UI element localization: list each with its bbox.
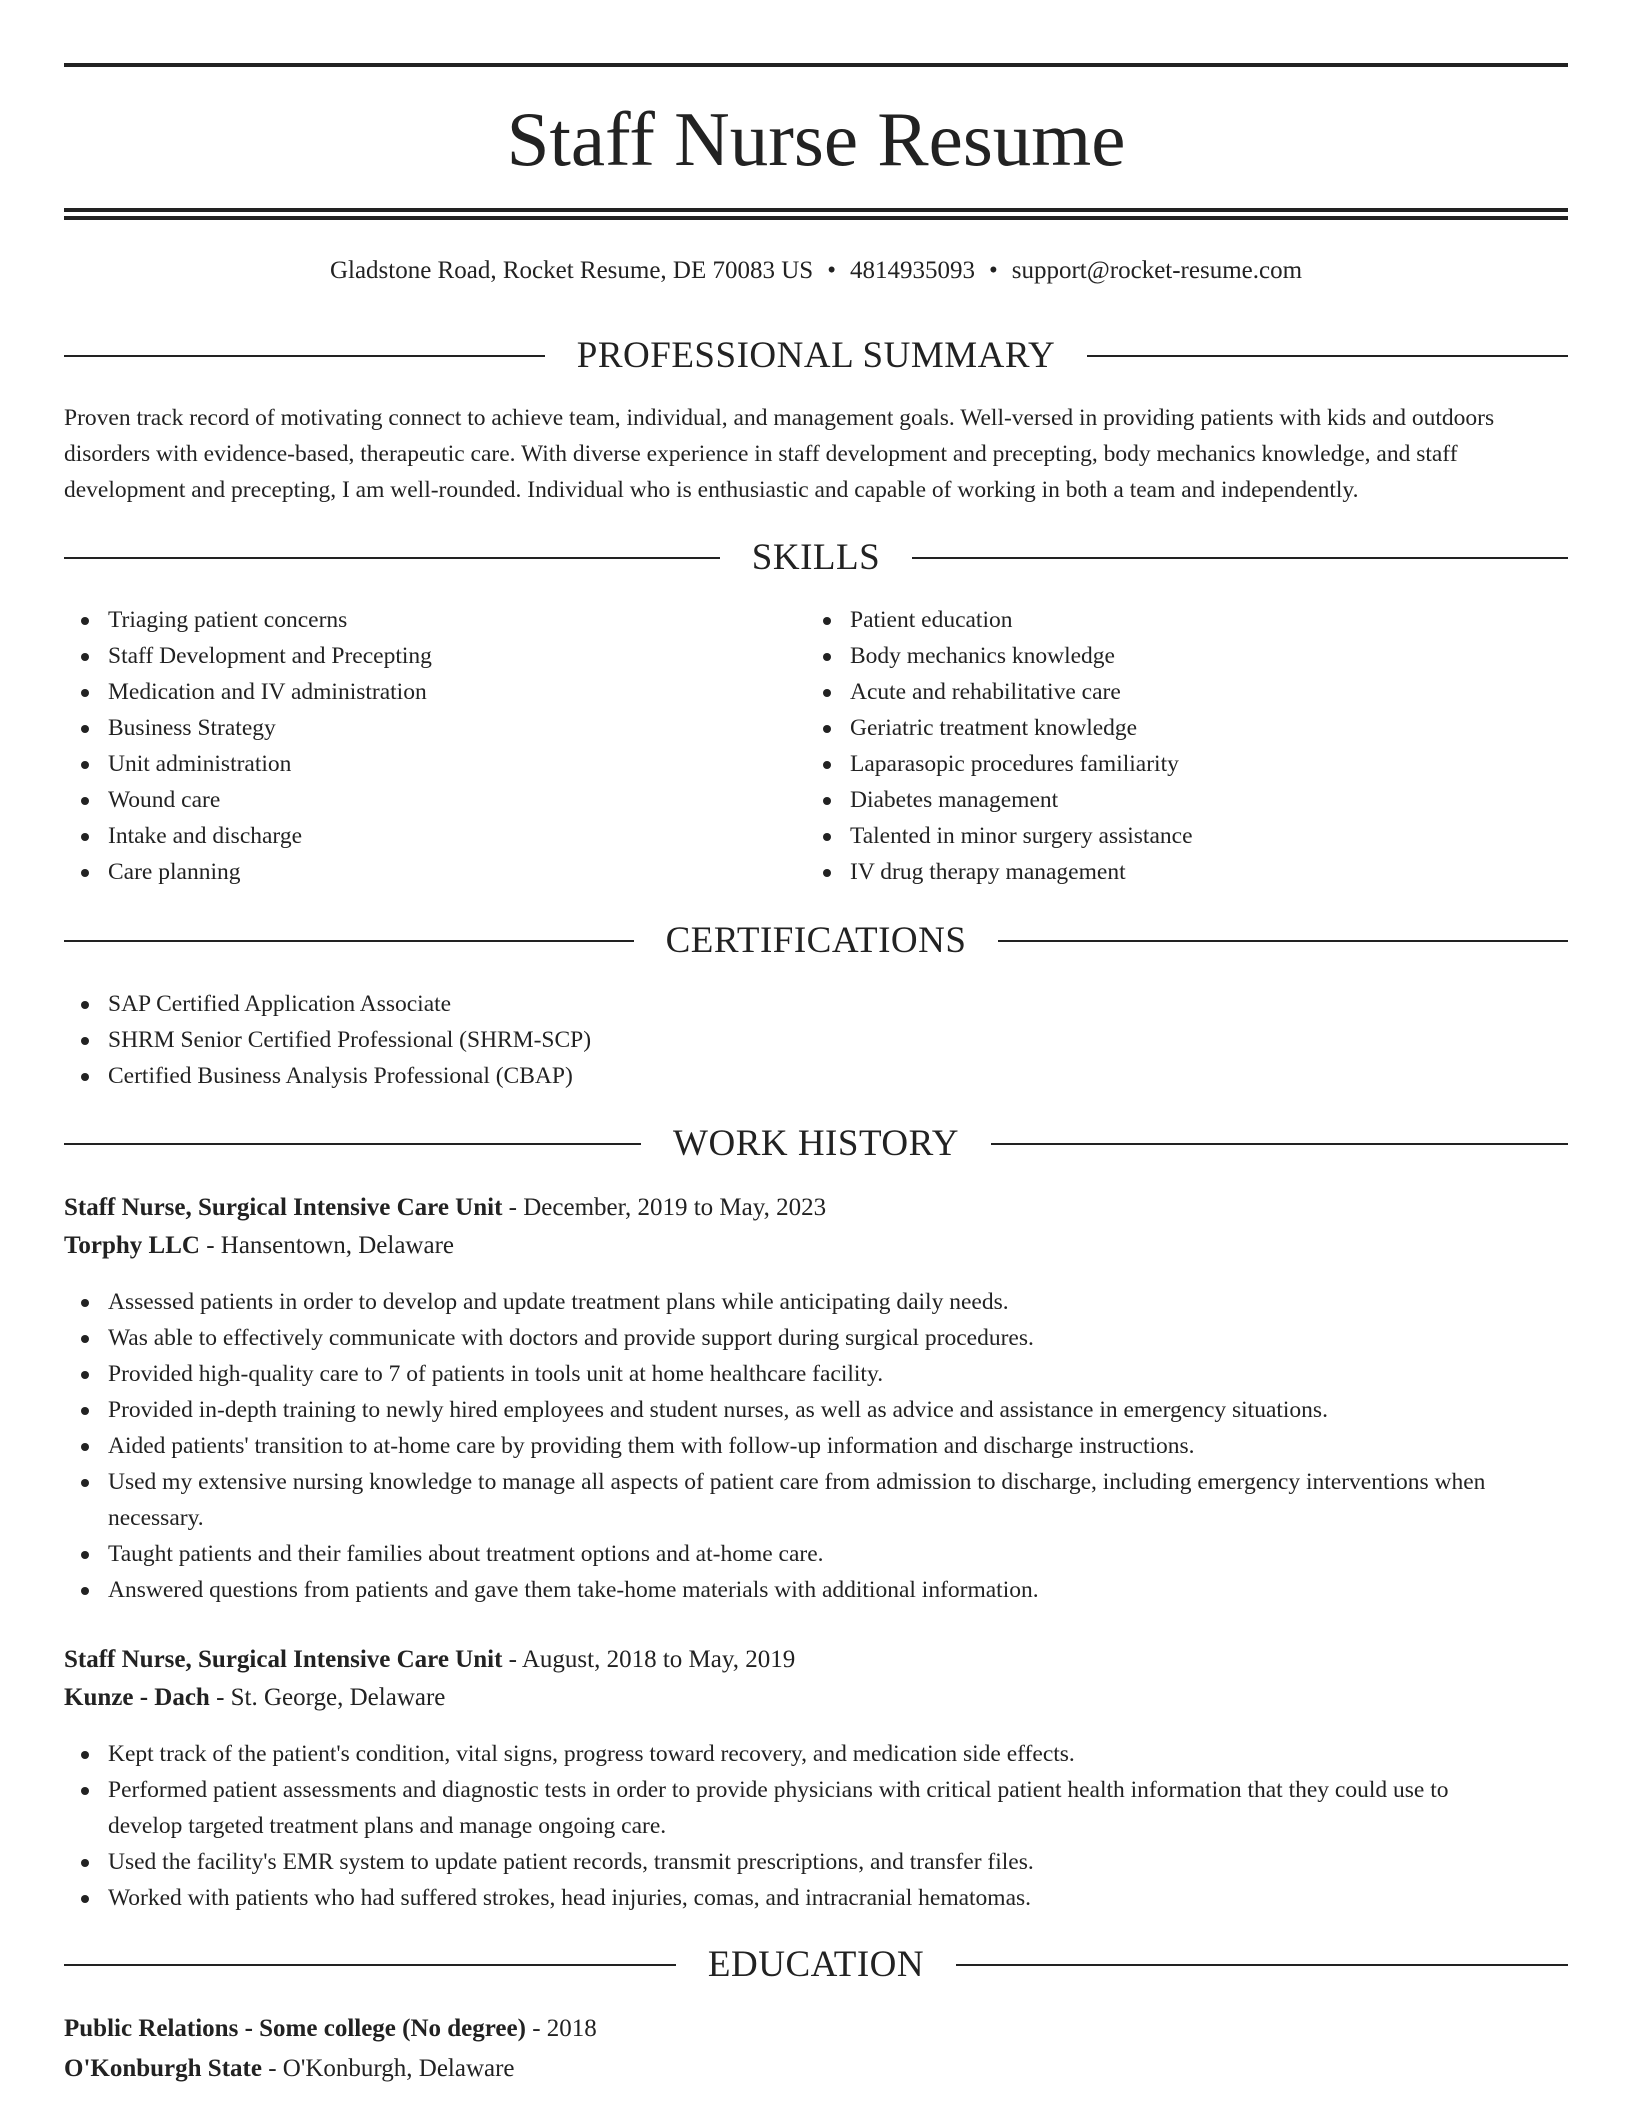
skill-item: Unit administration: [64, 746, 804, 782]
skill-item: Diabetes management: [806, 782, 1546, 818]
job-title: Staff Nurse, Surgical Intensive Care Unit: [64, 1194, 503, 1221]
page-title: Staff Nurse Resume: [506, 96, 1126, 182]
summary-text: Proven track record of motivating connect to achieve team, individual, and management goals. Well-versed in providing patients with kids and outdoors disorders with evidence-based, therapeutic care. With diverse experience in staff development and precepting, body mechanics knowledge, and staff development and precepting, I am well-rounded. Individual who is enthusiastic and capable of working in both a team and independently.: [64, 405, 1495, 503]
section-title: PROFESSIONAL SUMMARY: [576, 335, 1056, 376]
skill-item: Care planning: [64, 854, 804, 890]
skill-item: Acute and rehabilitative care: [806, 674, 1546, 710]
skill-item: Talented in minor surgery assistance: [806, 818, 1546, 854]
contact-phone: 4814935093: [849, 257, 975, 284]
job-title-line: [64, 1641, 1568, 1679]
job-duty: Was able to effectively communicate with doctors and provide support during surgical procedures.: [64, 1320, 1524, 1356]
skill-item: Patient education: [806, 602, 1546, 638]
job-title: Staff Nurse, Surgical Intensive Care Unit: [64, 1646, 503, 1673]
section-title: SKILLS: [751, 537, 881, 578]
summary-section-heading: [64, 334, 1568, 378]
skill-item: Triaging patient concerns: [64, 602, 804, 638]
education-degree-line: [64, 2010, 1568, 2048]
heading-rule-left: [64, 557, 720, 559]
certification-item: Certified Business Analysis Professional (CBAP): [64, 1058, 1568, 1094]
skill-item: Geriatric treatment knowledge: [806, 710, 1546, 746]
education-section-heading: [64, 1943, 1568, 1987]
heading-rule-left: [64, 1964, 676, 1966]
heading-rule-right: [998, 940, 1568, 942]
skill-item: Body mechanics knowledge: [806, 638, 1546, 674]
heading-rule-right: [912, 557, 1568, 559]
job-duty: Answered questions from patients and gave them take-home materials with additional information.: [64, 1572, 1524, 1608]
job-duty: Used my extensive nursing knowledge to manage all aspects of patient care from admission to discharge, including emergency interventions when necessary.: [64, 1464, 1524, 1536]
skill-item: Staff Development and Precepting: [64, 638, 804, 674]
education-degree: Public Relations - Some college (No degree): [64, 2015, 526, 2042]
job-duty: Aided patients' transition to at-home care by providing them with follow-up information and discharge instructions.: [64, 1428, 1524, 1464]
contact-separator: •: [827, 257, 836, 284]
contact-line: [64, 253, 1568, 289]
top-rule: [64, 63, 1568, 67]
job-duty: Used the facility's EMR system to update patient records, transmit prescriptions, and transfer files.: [64, 1844, 1524, 1880]
job-duty: Provided high-quality care to 7 of patients in tools unit at home healthcare facility.: [64, 1356, 1524, 1392]
job-company: Kunze - Dach: [64, 1684, 210, 1711]
certification-item: SAP Certified Application Associate: [64, 986, 1568, 1022]
certification-item: SHRM Senior Certified Professional (SHRM-SCP): [64, 1022, 1568, 1058]
contact-separator: •: [988, 257, 998, 284]
job-dates: - December, 2019 to May, 2023: [502, 1194, 827, 1221]
education-school: O'Konburgh State: [64, 2055, 262, 2082]
heading-rule-left: [64, 355, 545, 357]
heading-rule-left: [64, 940, 634, 942]
skill-item: Intake and discharge: [64, 818, 804, 854]
contact-email: support@rocket-resume.com: [1011, 257, 1303, 284]
job-duty: Taught patients and their families about treatment options and at-home care.: [64, 1536, 1524, 1572]
skill-item: Medication and IV administration: [64, 674, 804, 710]
skills-section-heading: [64, 536, 1568, 580]
job-dates: - August, 2018 to May, 2019: [502, 1646, 796, 1673]
heading-rule-right: [1087, 355, 1568, 357]
section-title: WORK HISTORY: [673, 1123, 959, 1164]
certifications-list: [64, 986, 1568, 1094]
job-title-line: [64, 1189, 1568, 1227]
skill-item: Business Strategy: [64, 710, 804, 746]
heading-rule-left: [64, 1143, 641, 1145]
skill-item: IV drug therapy management: [806, 854, 1546, 890]
skill-item: Wound care: [64, 782, 804, 818]
skill-item: Laparasopic procedures familiarity: [806, 746, 1546, 782]
education-location: - O'Konburgh, Delaware: [261, 2055, 515, 2082]
section-title: EDUCATION: [707, 1944, 925, 1985]
skills-list-left: [64, 602, 804, 890]
heading-rule-right: [956, 1964, 1568, 1966]
education-school-line: [64, 2050, 1568, 2088]
job-location: - Hansentown, Delaware: [199, 1232, 455, 1259]
heading-rule-right: [991, 1143, 1568, 1145]
education-year: - 2018: [525, 2015, 597, 2042]
section-title: CERTIFICATIONS: [665, 920, 967, 961]
job-duty: Worked with patients who had suffered strokes, head injuries, comas, and intracranial hematomas.: [64, 1880, 1524, 1916]
job-duties-list: [64, 1736, 1524, 1916]
job-duty: Assessed patients in order to develop and update treatment plans while anticipating daily needs.: [64, 1284, 1524, 1320]
job-duty: Provided in-depth training to newly hired employees and student nurses, as well as advice and assistance in emergency situations.: [64, 1392, 1524, 1428]
work-history-section-heading: [64, 1122, 1568, 1166]
job-company-line: [64, 1679, 1568, 1717]
job-duty: Kept track of the patient's condition, vital signs, progress toward recovery, and medication side effects.: [64, 1736, 1524, 1772]
job-company: Torphy LLC: [64, 1232, 200, 1259]
job-duties-list: [64, 1284, 1524, 1608]
skills-list-right: [806, 602, 1546, 890]
job-duty: Performed patient assessments and diagnostic tests in order to provide physicians with critical patient health information that they could use to develop targeted treatment plans and manage ongoing care.: [64, 1772, 1524, 1844]
certifications-section-heading: [64, 919, 1568, 963]
title-double-rule: [64, 208, 1568, 220]
job-company-line: [64, 1227, 1568, 1265]
job-location: - St. George, Delaware: [209, 1684, 446, 1711]
contact-address: Gladstone Road, Rocket Resume, DE 70083 US: [329, 257, 814, 284]
